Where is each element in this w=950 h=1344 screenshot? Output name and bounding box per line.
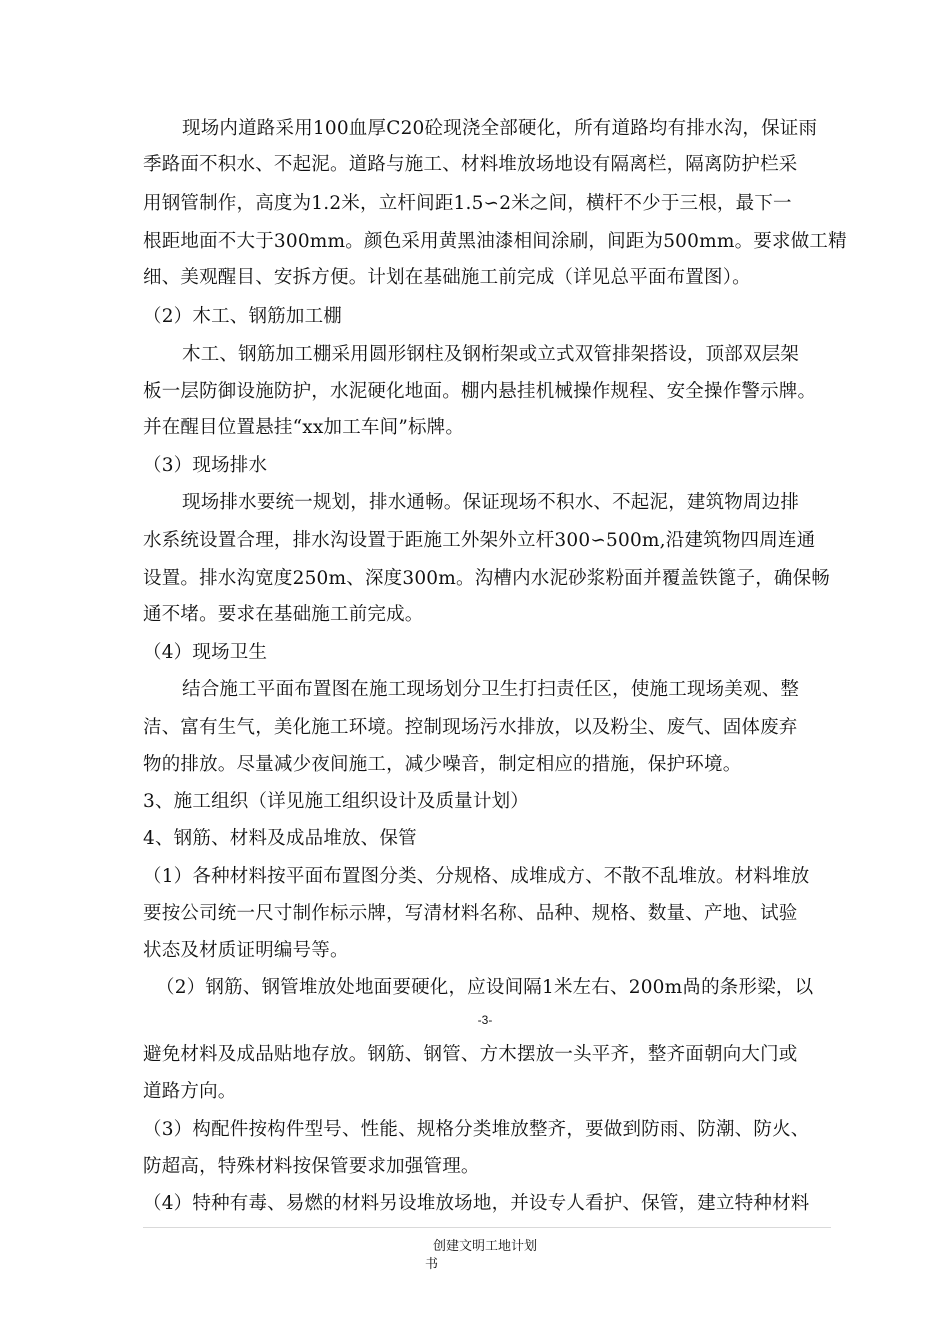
heading-section-3: 3、施工组织（详见施工组织设计及质量计划）: [143, 791, 529, 812]
footer-divider: [143, 1227, 831, 1228]
subheading-drainage: （3）现场排水: [143, 455, 268, 476]
body-line-5: 细、美观醒目、安拆方便。计划在基础施工前完成（详见总平面布置图）。: [143, 267, 751, 288]
page-number: -3-: [477, 1013, 493, 1027]
footer-title-line-1: 创建文明工地计划: [432, 1239, 537, 1254]
body-line-28: 防超高，特殊材料按保管要求加强管理。: [143, 1156, 480, 1177]
body-line-18: 物的排放。尽量减少夜间施工，减少噪音，制定相应的措施，保护环境。: [143, 754, 742, 775]
body-line-9: 并在醒目位置悬挂“xx加工车间”标牌。: [143, 417, 465, 438]
body-line-29: （4）特种有毒、易燃的材料另设堆放场地，并设专人看护、保管，建立特种材料: [143, 1193, 810, 1214]
body-line-13: 设置。排水沟宽度250m、深度300m。沟槽内水泥砂浆粉面并覆盖铁篦子，确保畅: [143, 568, 831, 589]
body-line-3: 用钢管制作，高度为1.2米，立杆间距1.5∽2米之间，横杆不少于三根，最下一: [143, 193, 792, 214]
subheading-workshop: （2）木工、钢筋加工棚: [143, 306, 342, 327]
body-line-1: 现场内道路采用100血厚C20砼现浇全部硬化，所有道路均有排水沟，保证雨: [182, 118, 818, 139]
body-line-2: 季路面不积水、不起泥。道路与施工、材料堆放场地设有隔离栏，隔离防护栏采: [143, 154, 798, 175]
body-line-8: 板一层防御设施防护，水泥硬化地面。棚内悬挂机械操作规程、安全操作警示牌。: [143, 381, 817, 402]
body-line-21: （1）各种材料按平面布置图分类、分规格、成堆成方、不散不乱堆放。材料堆放: [143, 866, 810, 887]
heading-section-4: 4、钢筋、材料及成品堆放、保管: [143, 828, 417, 849]
body-line-11: 现场排水要统一规划，排水通畅。保证现场不积水、不起泥，建筑物周边排: [182, 492, 800, 513]
body-line-4: 根距地面不大于300mm。颜色采用黄黑油漆相间涂刷，间距为500mm。要求做工精: [143, 231, 847, 252]
body-line-23: 状态及材质证明编号等。: [143, 940, 349, 961]
body-line-17: 洁、富有生气，美化施工环境。控制现场污水排放，以及粉尘、废气、固体废弃: [143, 717, 798, 738]
body-line-14: 通不堵。要求在基础施工前完成。: [143, 604, 424, 625]
body-line-12: 水系统设置合理，排水沟设置于距施工外架外立杆300∽500m,沿建筑物四周连通: [143, 530, 816, 551]
footer-title: [400, 1238, 570, 1274]
body-line-22: 要按公司统一尺寸制作标示牌，写清材料名称、品种、规格、数量、产地、试验: [143, 903, 798, 924]
body-line-26: 道路方向。: [143, 1081, 237, 1102]
subheading-sanitation: （4）现场卫生: [143, 642, 268, 663]
body-line-25: 避免材料及成品贴地存放。钢筋、钢管、方木摆放一头平齐，整齐面朝向大门或: [143, 1044, 798, 1065]
footer-title-line-2: 书: [425, 1257, 439, 1272]
body-line-7: 木工、钢筋加工棚采用圆形钢柱及钢桁架或立式双管排架搭设，顶部双层架: [182, 344, 800, 365]
body-line-16: 结合施工平面布置图在施工现场划分卫生打扫责任区，使施工现场美观、整: [182, 679, 800, 700]
body-line-24: （2）钢筋、钢管堆放处地面要硬化，应设间隔1米左右、200m咼的条形梁，以: [156, 977, 814, 998]
body-line-27: （3）构配件按构件型号、性能、规格分类堆放整齐，要做到防雨、防潮、防火、: [143, 1119, 810, 1140]
